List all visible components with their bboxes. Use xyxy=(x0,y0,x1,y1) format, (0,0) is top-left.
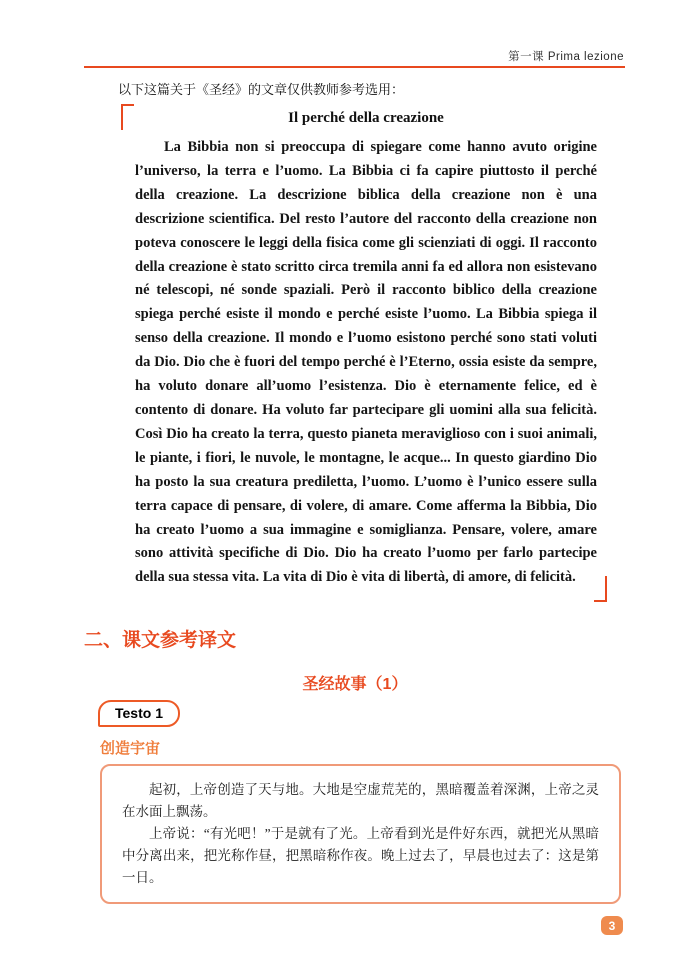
translation-box xyxy=(100,764,621,904)
testo-badge xyxy=(98,700,180,727)
page-number-badge xyxy=(601,916,623,935)
testo-badge-label: Testo 1 xyxy=(115,705,163,721)
corner-bracket-bottom-right-icon xyxy=(594,576,607,602)
teacher-reference-note: 以下这篇关于《圣经》的文章仅供教师参考选用： xyxy=(118,82,405,97)
translation-paragraph-1: 起初，上帝创造了天与地。大地是空虚荒芜的，黑暗覆盖着深渊，上帝之灵在水面上飘荡。 xyxy=(122,782,599,819)
section-heading: 二、课文参考译文 xyxy=(84,630,237,651)
corner-bracket-top-left-icon xyxy=(121,104,134,130)
story-title: 圣经故事（1） xyxy=(302,676,408,693)
passage-title: Il perché della creazione xyxy=(288,110,444,126)
testo-subtitle: 创造宇宙 xyxy=(100,740,161,757)
lesson-header: 第一课 Prima lezione xyxy=(508,51,624,63)
header-rule xyxy=(84,66,625,68)
passage-body: La Bibbia non si preoccupa di spiegare come hanno avuto origine l’universo, la terra e l’uomo. La Bibbia ci fa capire piuttosto il perché della creazione. La descrizione biblica della creazione non è una descrizione scientifica. Del resto l’autore del racconto della creazione non poteva conoscere le leggi della fisica come gli scienziati di oggi. Il racconto della creazione è stato scritto circa tremila anni fa ed allora non esistevano né telescopi, né sonde spaziali. Però il racconto biblico della creazione spiega perché esiste il mondo e perché esiste l’uomo. La Bibbia spiega il senso della creazione. Il mondo e l’uomo esistono perché sono stati voluti da Dio. Dio che è fuori del tempo perché è l’Eterno, ossia esiste da sempre, ha voluto donare all’uomo l’esistenza. Dio è eternamente felice, ed è contento di donare. Ha voluto far partecipare gli uomini alla sua felicità. Così Dio ha creato la terra, questo pianeta meraviglioso con i suoi animali, le piante, i fiori, le nuvole, le montagne, le acque... In questo giardino Dio ha posto la sua creatura prediletta, l’uomo. L’uomo è l’unico essere sulla terra capace di pensare, di volere, di amare. Come afferma la Bibbia, Dio ha creato l’uomo a sua immagine e somiglianza. Pensare, volere, amare sono attività specifiche di Dio. Dio ha creato l’uomo per farlo partecipe della sua stessa vita. La vita di Dio è vita di libertà, di amore, di felicità. xyxy=(135,139,597,586)
reading-passage-block xyxy=(121,104,607,602)
translation-paragraph-2: 上帝说：“有光吧！”于是就有了光。上帝看到光是件好东西，就把光从黑暗中分离出来，把光称作昼，把黑暗称作夜。晚上过去了，早晨也过去了：这是第一日。 xyxy=(122,826,599,885)
page-number: 3 xyxy=(608,918,616,933)
